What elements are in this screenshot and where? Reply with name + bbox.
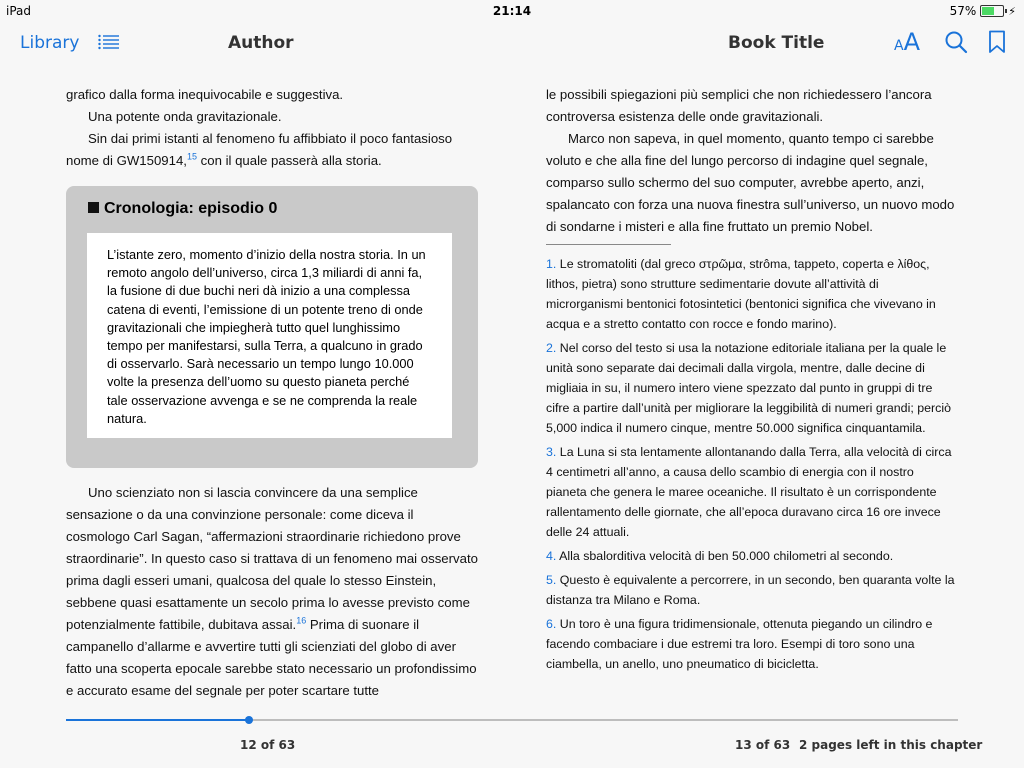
box-heading xyxy=(88,200,277,218)
footnote-number[interactable]: 3. xyxy=(546,445,557,459)
font-size-icon[interactable] xyxy=(894,28,920,56)
paragraph: Marco non sapeva, in quel momento, quanto tempo ci sarebbe voluto e che alla fine del lungo percorso di indagine quel segnale, comparso sullo schermo del suo computer, avrebbe aperto, anzi, spalancato con forza una nuova finestra sull’universo, un nuovo modo di sondarne i misteri e alla fine fruttato un premio Nobel. xyxy=(546,131,955,234)
battery-indicator xyxy=(950,4,1016,18)
sidebar-box xyxy=(66,186,478,468)
reader-toolbar xyxy=(0,22,1024,64)
footnote-text: Questo è equivalente a percorrere, in un secondo, ben quaranta volte la distanza tra Milano e Roma. xyxy=(546,573,955,607)
right-page-number: 13 of 63 xyxy=(735,738,791,752)
paragraph-text: Prima di suonare il campanello d’allarme e avvertire tutti gli scienziati del globo di aver fatto una scoperta epocale sarebbe stato necessario un profondissimo e accurato esame del segnale per poter scartare tutte xyxy=(66,617,477,698)
author-label: Author xyxy=(228,33,294,53)
footnote-text: Le stromatoliti (dal greco στρῶμα, strôma, tappeto, coperta e λίθος, lithos, pietra) sono strutture sedimentarie dovute all’attività di microrganismi bentonici fotosintetici (bentonici significa che vivevano in acqua e a stretto contatto con rocce e fondo marino). xyxy=(546,257,936,331)
clock: 21:14 xyxy=(492,4,532,18)
footnote-item xyxy=(546,614,956,674)
font-small-glyph: A xyxy=(894,38,904,54)
paragraph: le possibili spiegazioni più semplici che non richiedessero l’ancora controversa esistenza delle onde gravitazionali. xyxy=(546,87,932,124)
box-title: Cronologia: episodio 0 xyxy=(104,200,278,217)
library-button[interactable]: Library xyxy=(20,33,80,53)
progress-knob[interactable] xyxy=(245,716,253,724)
footnote-number[interactable]: 1. xyxy=(546,257,557,271)
footnote-item xyxy=(546,442,956,542)
reading-progress-slider[interactable] xyxy=(66,719,958,721)
square-bullet-icon xyxy=(88,202,99,213)
book-title: Book Title xyxy=(728,33,825,53)
paragraph: Una potente onda gravitazionale. xyxy=(88,109,282,124)
right-page-text xyxy=(546,84,960,238)
footnote-ref[interactable]: 15 xyxy=(186,151,197,162)
footnote-text: La Luna si sta lentamente allontanando dalla Terra, alla velocità di circa 4 centimetri all’anno, a causa dello scambio di energia con il nostro pianeta che genera le maree oceaniche. Il risultato è un corrispondente rallentamento delle giornate, che all’epoca duravano circa 16 ore invece delle 24 attuali. xyxy=(546,445,952,539)
footnote-text: Alla sbalorditiva velocità di ben 50.000 chilometri al secondo. xyxy=(559,549,894,563)
status-bar xyxy=(0,0,1024,22)
paragraph-text: con il quale passerà alla storia. xyxy=(196,153,382,168)
footnote-text: Nel corso del testo si usa la notazione editoriale italiana per la quale le unità sono separate dai decimali dalla virgola, mentre, dalle decine di migliaia in su, il numero intero viene spezzato dal punto in gruppi di tre cifre a partire dall’unità per migliorare la leggibilità di numeri grandi; perciò 5,000 indica il numero cinque, mentre 50.000 significa cinquantamila. xyxy=(546,341,951,435)
pages-left-label: 2 pages left in this chapter xyxy=(799,738,983,752)
battery-percent: 57% xyxy=(949,4,977,18)
paragraph: grafico dalla forma inequivocabile e suggestiva. xyxy=(66,87,344,102)
footnote-item xyxy=(546,546,956,566)
battery-icon xyxy=(980,5,1004,17)
paragraph-text: Sin dai primi istanti al fenomeno fu affibbiato il poco fantasioso nome di GW150914, xyxy=(66,131,453,168)
box-body: L’istante zero, momento d’inizio della nostra storia. In un remoto angolo dell’universo, circa 1,3 miliardi di anni fa, la fusione di due buchi neri dà inizio a una complessa catena di eventi, l’emissione di un potente treno di onde gravitazionali che impiegherà tutto quel lunghissimo tempo per manifestarsi, sulla Terra, a qualcuno in grado di osservarlo. Sarà necessario un tempo lungo 10.000 volte la presenza dell’uomo su questo pianeta perché tale osservazione avvenga e se ne comprenda la reale natura. xyxy=(87,233,452,438)
list-icon[interactable] xyxy=(98,34,120,54)
footnote-text: Un toro è una figura tridimensionale, ottenuta piegando un cilindro e facendo combaciare i due estremi tra loro. Esempi di toro sono una ciambella, un anello, uno pneumatico di bicicletta. xyxy=(546,617,933,671)
footnote-item xyxy=(546,338,956,438)
font-large-glyph: A xyxy=(903,28,920,56)
paragraph-text: Uno scienziato non si lascia convincere da una semplice sensazione o da una convinzione personale: come diceva il cosmologo Carl Sagan, “affermazioni straordinarie richiedono prove straordinarie”. In questo caso si trattava di un fenomeno mai osservato prima dagli esseri umani, qualcosa del quale lo stesso Einstein, sebbene quasi esattamente un secolo prima lo avesse previsto come potenzialmente fattibile, dubitava assai. xyxy=(66,485,478,632)
device-label: iPad xyxy=(6,4,32,18)
footnote-item xyxy=(546,254,956,334)
left-page-lower-text xyxy=(66,482,478,702)
paragraph xyxy=(66,128,478,172)
footnote-number[interactable]: 4. xyxy=(546,549,557,563)
search-icon[interactable] xyxy=(944,30,968,58)
footnote-number[interactable]: 2. xyxy=(546,341,557,355)
charging-icon: ⚡ xyxy=(1008,4,1016,18)
footnotes xyxy=(546,254,956,678)
bookmark-icon[interactable] xyxy=(988,30,1006,58)
left-page-number: 12 of 63 xyxy=(240,738,296,752)
footnote-item xyxy=(546,570,956,610)
left-page-text xyxy=(66,84,478,172)
footnote-number[interactable]: 5. xyxy=(546,573,557,587)
progress-fill xyxy=(66,719,249,721)
footnote-divider xyxy=(546,244,671,245)
footnote-number[interactable]: 6. xyxy=(546,617,557,631)
paragraph xyxy=(66,482,478,702)
footnote-ref[interactable]: 16 xyxy=(296,615,307,626)
